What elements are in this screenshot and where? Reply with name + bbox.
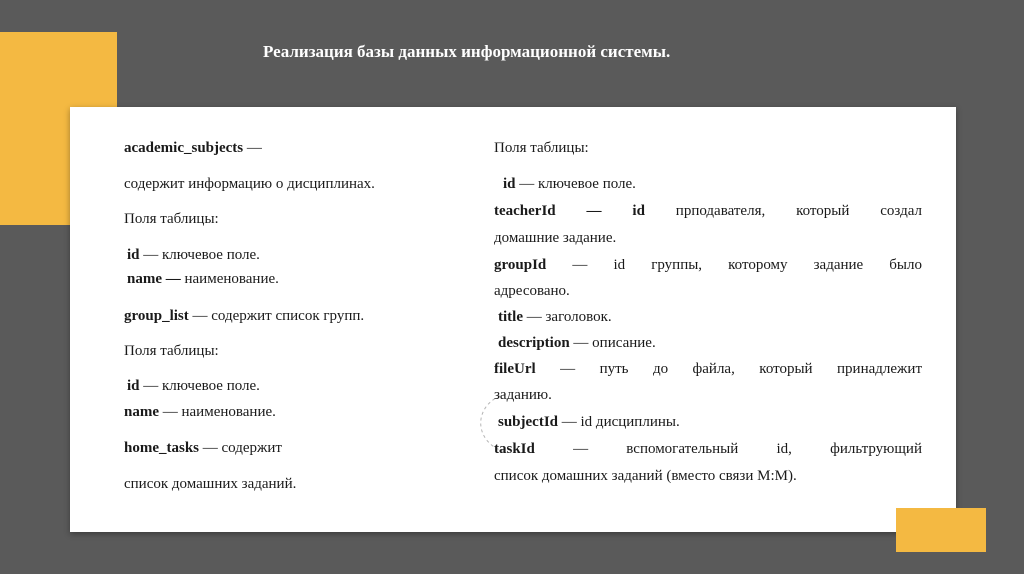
field-name: groupId xyxy=(494,257,547,273)
right-line-2 xyxy=(503,175,636,193)
field-desc: — id дисциплины. xyxy=(558,414,680,430)
left-line-3: Поля таблицы: xyxy=(124,211,219,227)
field-name: id xyxy=(503,176,516,192)
field-name: name xyxy=(124,404,159,420)
left-line-1 xyxy=(124,139,262,157)
left-line-7: Поля таблицы: xyxy=(124,343,219,359)
right-line-3 xyxy=(494,202,922,220)
field-desc: — заголовок. xyxy=(522,309,612,325)
left-line-4 xyxy=(127,246,260,264)
field-name: id xyxy=(127,247,140,263)
field-name: id xyxy=(127,378,140,394)
accent-block-bottom-right xyxy=(896,508,986,552)
right-line-13: список домашних заданий (вместо связи M:M). xyxy=(494,468,797,484)
field-name: description xyxy=(498,335,570,351)
slide-title: Реализация базы данных информационной системы. xyxy=(263,42,671,61)
right-line-9 xyxy=(494,360,922,378)
field-desc: — вспомогательный id, фильтрующий xyxy=(534,441,922,457)
field-desc: — путь до файла, который принадлежит xyxy=(535,361,922,377)
field-desc: — ключевое поле. xyxy=(139,378,260,394)
left-line-8 xyxy=(127,377,260,395)
field-name: subjectId xyxy=(498,414,559,430)
left-line-6 xyxy=(124,307,364,325)
field-name: fileUrl xyxy=(494,361,536,377)
field-desc: — описание. xyxy=(569,335,656,351)
field-desc: — наименование. xyxy=(159,404,276,420)
left-line-5 xyxy=(127,270,279,288)
field-name: group_list xyxy=(124,308,189,324)
left-line-2: содержит информацию о дисциплинах. xyxy=(124,176,375,192)
field-name: academic_subjects xyxy=(124,140,244,156)
left-line-11: список домашних заданий. xyxy=(124,476,297,492)
right-line-8 xyxy=(498,334,656,352)
field-desc: — ключевое поле. xyxy=(515,176,636,192)
field-name: taskId xyxy=(494,441,535,457)
right-line-10: заданию. xyxy=(494,387,552,403)
right-line-12 xyxy=(494,440,922,458)
field-name: name — xyxy=(127,271,181,287)
field-desc: прподавателя, который создал xyxy=(644,203,922,219)
right-line-5 xyxy=(494,256,922,274)
right-line-4: домашние задание. xyxy=(494,230,617,246)
field-name: teacherId — id xyxy=(494,203,645,219)
field-desc: — содержит xyxy=(199,440,282,456)
field-name: home_tasks xyxy=(124,440,200,456)
field-name: title xyxy=(498,309,523,325)
field-desc: наименование. xyxy=(180,271,279,287)
field-desc: — ключевое поле. xyxy=(139,247,260,263)
right-line-11 xyxy=(498,413,680,431)
field-desc: — id группы, которому задание было xyxy=(546,257,922,273)
right-line-6: адресовано. xyxy=(494,283,570,299)
right-line-7 xyxy=(498,308,612,326)
field-desc: — содержит список групп. xyxy=(188,308,365,324)
left-line-9 xyxy=(124,403,276,421)
field-desc: — xyxy=(243,140,262,156)
left-line-10 xyxy=(124,439,282,457)
right-line-1: Поля таблицы: xyxy=(494,140,589,156)
